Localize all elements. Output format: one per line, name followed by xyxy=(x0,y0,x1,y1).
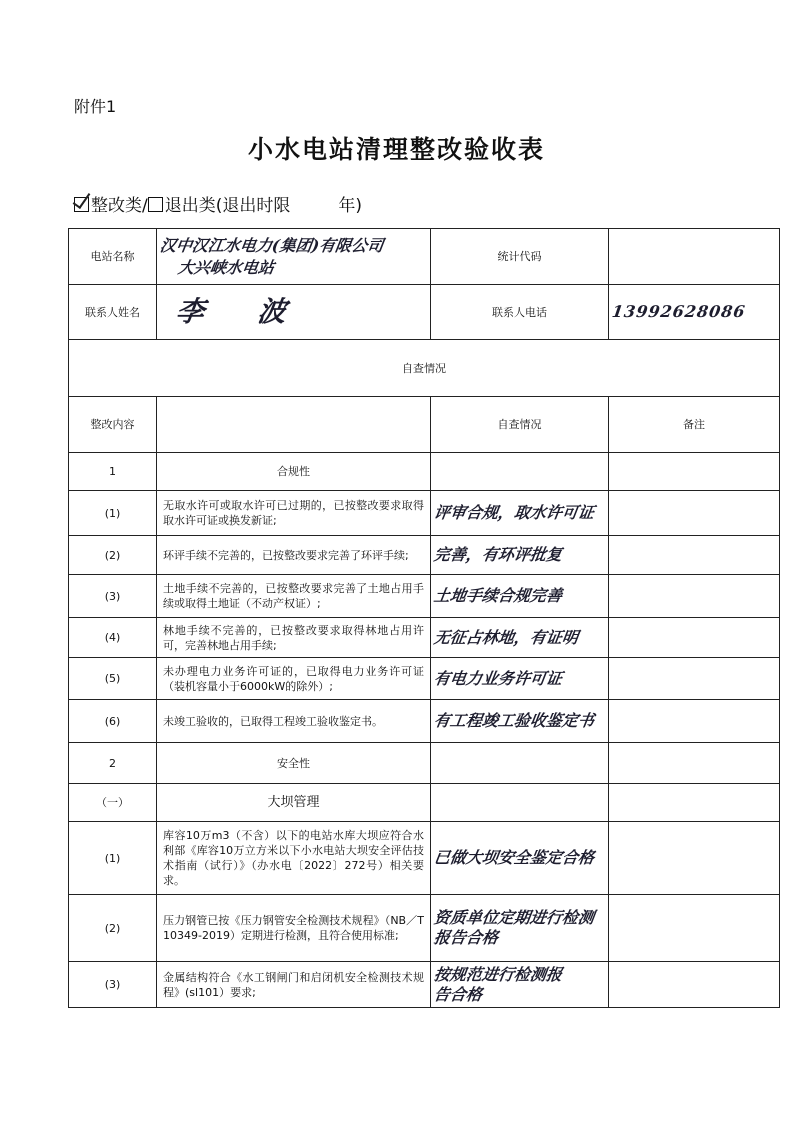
item-number: (3) xyxy=(69,962,157,1008)
contact-phone-label: 联系人电话 xyxy=(431,285,609,340)
item-remarks[interactable] xyxy=(609,618,780,658)
item-remarks[interactable] xyxy=(609,962,780,1008)
item-number: (3) xyxy=(69,575,157,618)
item-remarks[interactable] xyxy=(609,536,780,575)
item-remarks[interactable] xyxy=(609,575,780,618)
item-requirement: 压力钢管已按《压力钢管安全检测技术规程》（NB／T 10349-2019）定期进行检测，且符合使用标准; xyxy=(157,895,431,962)
item-self-check-value[interactable]: 无征占林地，有证明 xyxy=(431,618,609,658)
item-number: (4) xyxy=(69,618,157,658)
item-remarks[interactable] xyxy=(609,895,780,962)
item-self-check-value[interactable]: 土地手续合规完善 xyxy=(431,575,609,618)
station-name-value[interactable]: 汉中汉江水电力(集团)有限公司 大兴峡水电站 xyxy=(157,229,431,285)
item-number: (1) xyxy=(69,822,157,895)
page-title: 小水电站清理整改验收表 xyxy=(247,135,545,164)
item-remarks[interactable] xyxy=(609,658,780,700)
contact-name-label: 联系人姓名 xyxy=(69,285,157,340)
item-self-check-value[interactable]: 有电力业务许可证 xyxy=(431,658,609,700)
section-2-title: 安全性 xyxy=(157,743,431,784)
item-self-check-value[interactable]: 有工程竣工验收鉴定书 xyxy=(431,700,609,743)
item-number: (2) xyxy=(69,895,157,962)
self-check-column-label: 自查情况 xyxy=(431,397,609,453)
item-requirement: 无取水许可或取水许可已过期的，已按整改要求取得取水许可证或换发新证; xyxy=(157,491,431,536)
section-1-title: 合规性 xyxy=(157,453,431,491)
item-remarks[interactable] xyxy=(609,700,780,743)
exit-checkbox[interactable] xyxy=(148,197,163,212)
remarks-column-label: 备注 xyxy=(609,397,780,453)
item-requirement: 金属结构符合《水工钢闸门和启闭机安全检测技术规程》(sl101）要求; xyxy=(157,962,431,1008)
item-requirement: 未办理电力业务许可证的，已取得电力业务许可证（装机容量小于6000kW的除外）; xyxy=(157,658,431,700)
stat-code-value[interactable] xyxy=(609,229,780,285)
item-requirement: 土地手续不完善的，已按整改要求完善了土地占用手续或取得土地证（不动产权证）; xyxy=(157,575,431,618)
item-number: (6) xyxy=(69,700,157,743)
item-requirement: 林地手续不完善的，已按整改要求取得林地占用许可，完善林地占用手续; xyxy=(157,618,431,658)
item-self-check-value[interactable]: 按规范进行检测报 告合格 xyxy=(431,962,609,1008)
item-self-check-value[interactable]: 资质单位定期进行检测 报告合格 xyxy=(431,895,609,962)
item-requirement: 未竣工验收的，已取得工程竣工验收鉴定书。 xyxy=(157,700,431,743)
exit-label: 退出类 xyxy=(164,196,216,216)
category-row: 整改类/ 退出类(退出时限 年) xyxy=(74,191,362,216)
content-header-blank xyxy=(157,397,431,453)
section-1-number: 1 xyxy=(69,453,157,491)
item-self-check-value[interactable]: 已做大坝安全鉴定合格 xyxy=(431,822,609,895)
acceptance-form-table xyxy=(68,228,780,1008)
rectify-checkbox[interactable] xyxy=(74,197,89,212)
item-remarks[interactable] xyxy=(609,491,780,536)
item-remarks[interactable] xyxy=(609,822,780,895)
item-number: (2) xyxy=(69,536,157,575)
station-name-label: 电站名称 xyxy=(69,229,157,285)
item-number: (5) xyxy=(69,658,157,700)
item-self-check-value[interactable]: 完善，有环评批复 xyxy=(431,536,609,575)
exit-limit-open: (退出时限 xyxy=(215,196,291,216)
item-number: (1) xyxy=(69,491,157,536)
exit-limit-close: 年) xyxy=(338,196,363,216)
contact-name-value[interactable]: 李 波 xyxy=(157,285,431,340)
section-2-number: 2 xyxy=(69,743,157,784)
rectify-label: 整改类 xyxy=(91,196,142,216)
item-requirement: 环评手续不完善的，已按整改要求完善了环评手续; xyxy=(157,536,431,575)
content-column-label: 整改内容 xyxy=(69,397,157,453)
item-requirement: 库容10万m3（不含）以下的电站水库大坝应符合水利部《库容10万立方米以下小水电站大坝安全评估技术指南（试行）》（办水电〔2022〕272号）相关要求。 xyxy=(157,822,431,895)
self-check-title: 自查情况 xyxy=(69,340,780,397)
subsection-number: （一） xyxy=(69,784,157,822)
contact-phone-value[interactable]: 13992628086 xyxy=(609,285,780,340)
item-self-check-value[interactable]: 评审合规，取水许可证 xyxy=(431,491,609,536)
attachment-label: 附件1 xyxy=(74,97,117,116)
stat-code-label: 统计代码 xyxy=(431,229,609,285)
subsection-title: 大坝管理 xyxy=(157,784,431,822)
